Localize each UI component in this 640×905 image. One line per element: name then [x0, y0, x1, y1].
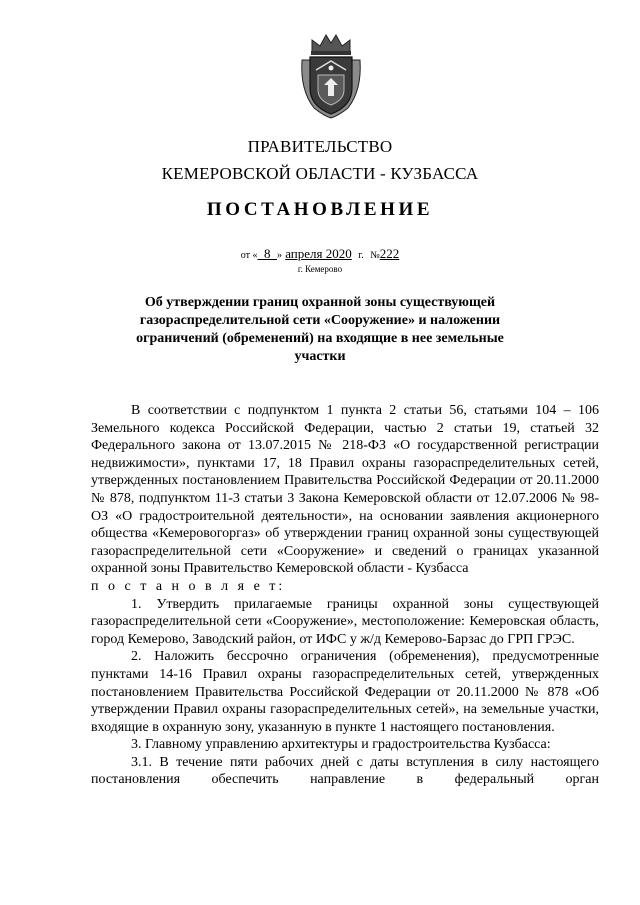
coat-of-arms-icon: [296, 30, 366, 120]
date-suffix: г.: [358, 250, 364, 261]
document-body: [91, 402, 599, 789]
resolves-line: п о с т а н о в л я е т:: [91, 578, 286, 594]
document-type: ПОСТАНОВЛЕНИЕ: [206, 199, 434, 220]
org-name-line2: КЕМЕРОВСКОЙ ОБЛАСТИ - КУЗБАССА: [161, 164, 479, 183]
document-title: Об утверждении границ охранной зоны существующей газораспределительной сети «Сооружение» и наложении ограничений (обременений) на входящие в нее земельные участки: [136, 295, 504, 364]
city: г. Кемерово: [297, 264, 343, 274]
document-number: 222: [379, 246, 400, 261]
date-mid: »: [276, 250, 282, 261]
date-month-year: апреля 2020: [285, 246, 352, 261]
item-2: 2. Наложить бессрочно ограничения (обременения), предусмотренные пунктами 14-16 Правил охраны газораспределительных сетей, утвержденных постановлением Правительства Российской Федерации от 20.11.2000 № 878 «Об утверждении Правил охраны газораспределительных сетей», на земельные участки, входящие в охранную зону, указанную в пункте 1 настоящего постановления.: [91, 649, 599, 735]
date-line: [0, 246, 640, 262]
number-label: №: [370, 250, 380, 261]
date-day: 8: [263, 246, 271, 261]
item-3-1: 3.1. В течение пяти рабочих дней с даты вступления в силу настоящего постановления обеспечить направление в федеральный орган: [91, 754, 599, 788]
org-name-line1: ПРАВИТЕЛЬСТВО: [247, 137, 393, 156]
item-3: 3. Главному управлению архитектуры и градостроительства Кузбасса:: [131, 737, 551, 753]
date-prefix: от «: [240, 250, 258, 261]
intro-paragraph: В соответствии с подпунктом 1 пункта 2 статьи 56, статьями 104 – 106 Земельного кодекса Российской Федерации, частью 2 статьи 19, статьей 32 Федерального закона от 13.07.2015 № 218-ФЗ «О государственной регистрации недвижимости», пунктами 17, 18 Правил охраны газораспределительных сетей, утвержденных постановлением Правительства Российской Федерации от 20.11.2000 № 878, подпунктом 11-3 статьи 3 Закона Кемеровской области от 12.07.2006 № 98-ОЗ «О градостроительной деятельности», на основании заявления акционерного общества «Кемеровогоргаз» об утверждении границ охранной зоны существующей газораспределительной сети «Сооружение» и сведений о границах указанной охранной зоны Правительство Кемеровской области - Кузбасса: [91, 403, 599, 577]
item-1: 1. Утвердить прилагаемые границы охранной зоны существующей газораспределительной сети «Сооружение», местоположение: Кемеровская область, город Кемерово, Заводский район, от ИФС у ж/д Кемерово-Барзас до ГРП ГРЭС.: [91, 596, 599, 647]
